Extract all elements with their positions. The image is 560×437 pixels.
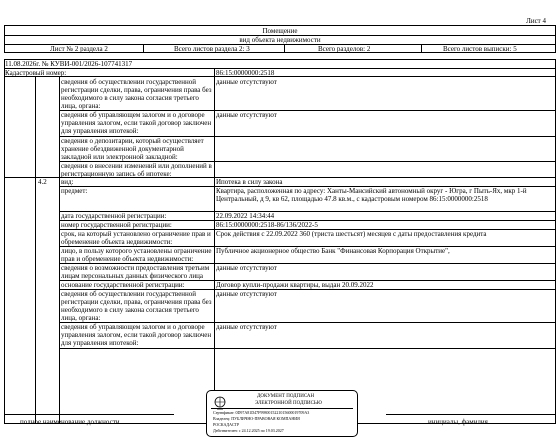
reg-date-label: дата государственной регистрации: [61, 212, 167, 220]
kind-value: Ипотека в силу закона [216, 178, 283, 186]
reg-number-label: номер государственной регистрации: [61, 221, 172, 229]
personal-data-value: данные отсутствуют [216, 264, 277, 272]
cadastral-value: 86:15:0000000:2518 [216, 69, 275, 77]
subject-label: предмет: [61, 187, 88, 195]
pledge-manager-2-label: сведения об управляющем залогом и о договоре управления залогом, если такой договор заключен для управления ипотекой: [61, 323, 212, 347]
stamp-valid: Действителен: с 24.12.2025 по 19.03.2027 [213, 428, 284, 433]
section-number: 4.2 [38, 178, 47, 186]
value-deal-registration: данные отсутствуют [216, 78, 277, 86]
deal-registration-2-label: сведения об осуществлении государственной регистрации сделки, права, ограничения права без необходимого в силу закона согласия третьего лица, органа: [61, 290, 212, 322]
total-sheets-section: Всего листов раздела 2: 3 [174, 45, 250, 53]
label-depository: сведения о депозитарии, который осуществляет хранение обездвиженной документарной закладной или электронной закладной: [61, 137, 204, 161]
value-pledge-manager: данные отсутствуют [216, 111, 277, 119]
position-label: полное наименование должности [20, 418, 120, 426]
object-subtitle: вид объекта недвижимости [239, 36, 321, 44]
label-deal-registration: сведения об осуществлении государственной регистрации сделки, права, ограничения права без необходимого в силу закона согласия третьего лица, органа: [61, 78, 212, 110]
name-label: инициалы, фамилия [428, 418, 488, 426]
pledge-manager-2-value: данные отсутствуют [216, 323, 277, 331]
term-label: срок, на который установлено ограничение прав и обременение объекта недвижимости: [61, 230, 211, 246]
label-record-changes: сведения о внесении изменений или дополнений в регистрационную запись об ипотеке: [61, 162, 212, 178]
term-value: Срок действия с 22.09.2022 360 (триста шестьсят) месяцев с даты предоставления кредита [216, 230, 487, 238]
kind-label: вид: [61, 178, 74, 186]
total-sections: Всего разделов: 2 [318, 45, 371, 53]
reg-date-value: 22.09.2022 14:34:44 [216, 212, 275, 220]
subject-value: Квартира, расположенная по адресу: Ханты-Мансийский автономный округ - Югра, г Пыть-Ях, мкр 1-й Центральный, д 9, кв 62, площадью 47.8 кв.м., с кадастровым номером 86:15:0000000:2518 [216, 187, 527, 203]
beneficiary-label: лицо, в пользу которого установлены ограничение прав и обременение объекта недвижимости: [61, 247, 212, 263]
stamp-line1: ДОКУМЕНТ ПОДПИСАН [257, 394, 315, 399]
reg-number-value: 86:15:0000000:2518-86/136/2022-5 [216, 221, 318, 229]
label-pledge-manager: сведения об управляющем залогом и о договоре управления залогом, если такой договор заключен для управления ипотекой: [61, 111, 212, 135]
total-sheets-extract: Всего листов выписки: 5 [443, 45, 517, 53]
extract-date-number: 11.08.2026г. № КУВИ-001/2026-107741317 [5, 60, 133, 68]
stamp-cert: Сертификат: 0D97A81D47F9980015221015600019709A3 [213, 410, 310, 415]
stamp-owner2: РОСКАДАСТР [213, 422, 240, 427]
personal-data-label: сведения о возможности предоставления третьим лицам персональных данных физического лица [61, 264, 210, 280]
sheet-label: Лист 4 [526, 17, 546, 25]
object-title: Помещение [262, 27, 298, 35]
basis-label: основание государственной регистрации: [61, 281, 185, 289]
stamp-owner: Владелец: ПУБЛИЧНО-ПРАВОВАЯ КОМПАНИЯ [213, 416, 300, 421]
deal-registration-2-value: данные отсутствуют [216, 290, 277, 298]
cadastral-label: Кадастровый номер: [5, 69, 67, 77]
basis-value: Договор купли-продажи квартиры, выдан 20.09.2022 [216, 281, 374, 289]
sheet-number: Лист № 2 раздела 2 [50, 45, 108, 53]
beneficiary-value: Публичное акционерное общество Банк "Финансовая Корпорация Открытие", [216, 247, 450, 255]
stamp-line2: ЭЛЕКТРОННОЙ ПОДПИСЬЮ [255, 401, 322, 406]
e-signature-stamp [206, 390, 358, 437]
